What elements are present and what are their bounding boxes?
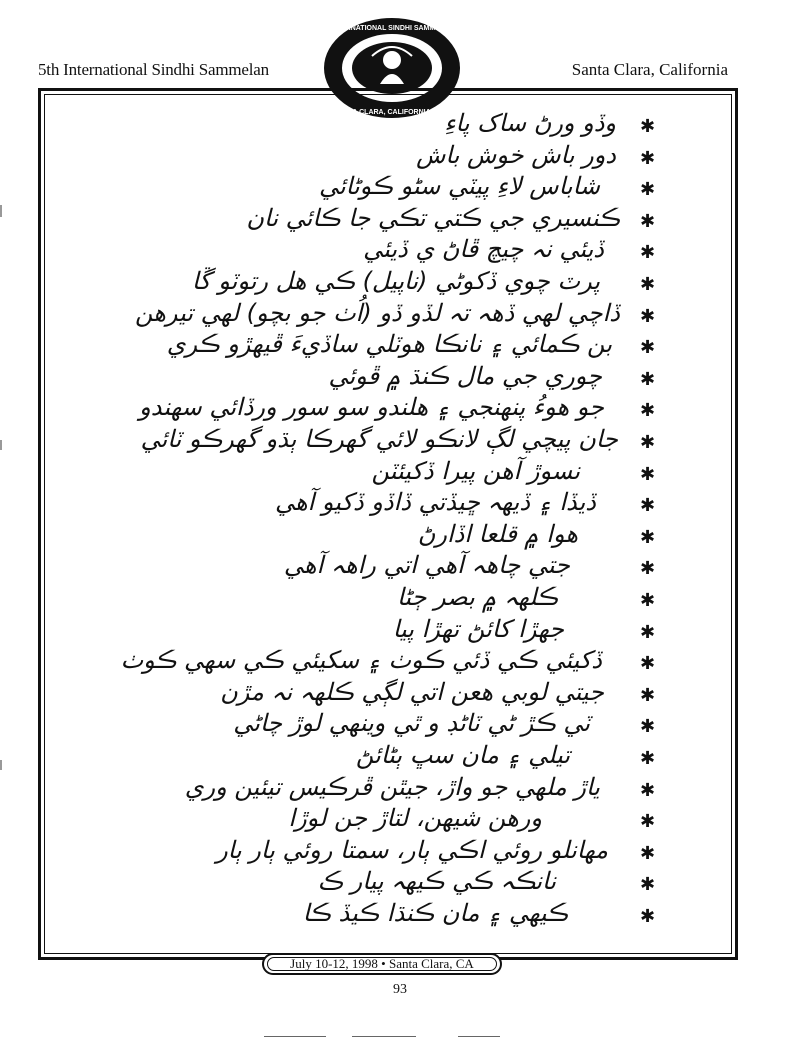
bullet-asterisk-icon: ✱ — [640, 842, 656, 864]
proverb-line: ورهن شيهن، لتاڙ جن لوڙا — [288, 804, 542, 833]
proverb-line: بن ڪمائي ۽ نانڪا ھوٽلي ساڏيءَ ڦيهڙو ڪري — [166, 330, 612, 359]
bullet-asterisk-icon: ✱ — [640, 210, 656, 232]
bullet-asterisk-icon: ✱ — [640, 147, 656, 169]
bullet-asterisk-icon: ✱ — [640, 684, 656, 706]
bullet-asterisk-icon: ✱ — [640, 463, 656, 485]
proverb-line: وڏو ورڻ ساک پاءِ — [444, 109, 616, 137]
proverb-line: شاباس لاءِ پيٽي سڻو ڪوڻائي — [318, 172, 600, 201]
footer-date-badge — [262, 953, 502, 975]
scan-edge-mark — [0, 760, 2, 770]
proverb-line: ڏاچي لهي ڏهہ تہ لڏو ڏو (اُٺ جو بچو) لهي تيرهن — [134, 298, 620, 327]
bullet-asterisk-icon: ✱ — [640, 305, 656, 327]
proverb-line: مهانلو روئي اڪي ٻار، سمتا روئي ٻار ٻار — [216, 835, 608, 864]
bullet-asterisk-icon: ✱ — [640, 653, 656, 675]
scan-bottom-rule — [264, 1036, 326, 1037]
proverb-line: ڏيڏا ۽ ڏيهہ ڇيڏتي ڏاڏو ڏکيو آهي — [274, 488, 596, 517]
bullet-asterisk-icon: ✱ — [640, 558, 656, 580]
svg-text:INTERNATIONAL SINDHI SAMMELAN: INTERNATIONAL SINDHI SAMMELAN — [329, 25, 455, 32]
proverb-line: پرٽ چوي ڏکوڻي (ناپيل) ڪي هل رتوٽو ڱا — [191, 267, 600, 295]
bullet-asterisk-icon: ✱ — [640, 116, 656, 137]
bullet-asterisk-icon: ✱ — [640, 495, 656, 517]
proverb-line: چوري جي مال ڪنڌ ۾ ڦوئي — [328, 361, 602, 390]
proverb-line: تيلي ۽ مان سڀ ٻڻائڻ — [355, 741, 570, 769]
bullet-asterisk-icon: ✱ — [640, 179, 656, 201]
proverb-line: جيتي لوبي هعن اتي لڳي ڪلهہ نہ مڙن — [220, 677, 604, 706]
header-left-title: 5th International Sindhi Sammelan — [38, 60, 269, 79]
bullet-asterisk-icon: ✱ — [640, 874, 656, 896]
scan-edge-mark — [0, 205, 2, 217]
bullet-asterisk-icon: ✱ — [640, 906, 656, 927]
bullet-asterisk-icon: ✱ — [640, 621, 656, 643]
bullet-asterisk-icon: ✱ — [640, 368, 656, 390]
proverb-line: جو هوءُ پنهنجي ۽ هلندو سو سور ورڏائي سهندو — [139, 393, 604, 422]
proverb-line: ڏيئي نہ چيچ ڦاڻ ي ڏيئي — [363, 235, 604, 264]
proverb-line: جهڙا کائڻ تهڙا پيا — [392, 614, 564, 643]
header-right-title: Santa Clara, California — [571, 60, 728, 79]
proverb-line: جان پيچي لڳ لانڪو لائي گهرڪا ٻڌو گهرڪو ٽائي — [140, 425, 618, 453]
svg-text:SANTA CLARA, CALIFORNIA, 1998: SANTA CLARA, CALIFORNIA, 1998 — [333, 109, 451, 116]
bullet-asterisk-icon: ✱ — [640, 274, 656, 295]
proverb-line: نانڪہ ڪي ڪيهہ پيار ڪ — [317, 867, 556, 896]
proverb-line: ٽي ڪڙ ڻي ٽاڻڊ و ٿي وينهي لوڙ چاڻي — [233, 709, 590, 738]
proverb-line: هوا ۾ قلعا اڏارڻ — [417, 519, 578, 548]
proverb-line: ڪلهہ ۾ بصر ڄڻا — [397, 583, 558, 611]
bullet-asterisk-icon: ✱ — [640, 337, 656, 359]
proverb-line: ڪيهي ۽ مان ڪنڌا ڪيڏ ڪا — [302, 899, 568, 927]
proverb-line: ڪنسيري جي ڪتي تڪي جا ڪائي نان — [246, 203, 620, 232]
bullet-asterisk-icon: ✱ — [640, 748, 656, 769]
scan-edge-mark — [0, 440, 2, 450]
bullet-asterisk-icon: ✱ — [640, 811, 656, 833]
bullet-asterisk-icon: ✱ — [640, 400, 656, 422]
proverb-line: جتي چاهہ آهي اتي راهہ آهي — [283, 551, 570, 580]
scan-bottom-rule — [352, 1036, 416, 1037]
proverb-line: ڏکيئي ڪي ڏئي ڪوٺ ۽ سکيئي ڪي سهي ڪوٺ — [120, 646, 602, 675]
bullet-asterisk-icon: ✱ — [640, 242, 656, 264]
proverb-line: ياڙ ملهي جو واڙ، جيٿن ڦرڪيس تيئين وري — [184, 772, 600, 801]
proverb-line: دور باش خوش باش — [416, 140, 616, 169]
bullet-asterisk-icon: ✱ — [640, 526, 656, 548]
bullet-asterisk-icon: ✱ — [640, 716, 656, 738]
proverb-line: نسوڙ آهن پيرا ڏکيئٽن — [371, 456, 580, 485]
bullet-asterisk-icon: ✱ — [640, 779, 656, 801]
bullet-asterisk-icon: ✱ — [640, 590, 656, 611]
bullet-asterisk-icon: ✱ — [640, 432, 656, 453]
scan-bottom-rule — [458, 1036, 500, 1037]
page-number: 93 — [393, 982, 407, 997]
footer-date-text: July 10-12, 1998 • Santa Clara, CA — [290, 956, 474, 971]
